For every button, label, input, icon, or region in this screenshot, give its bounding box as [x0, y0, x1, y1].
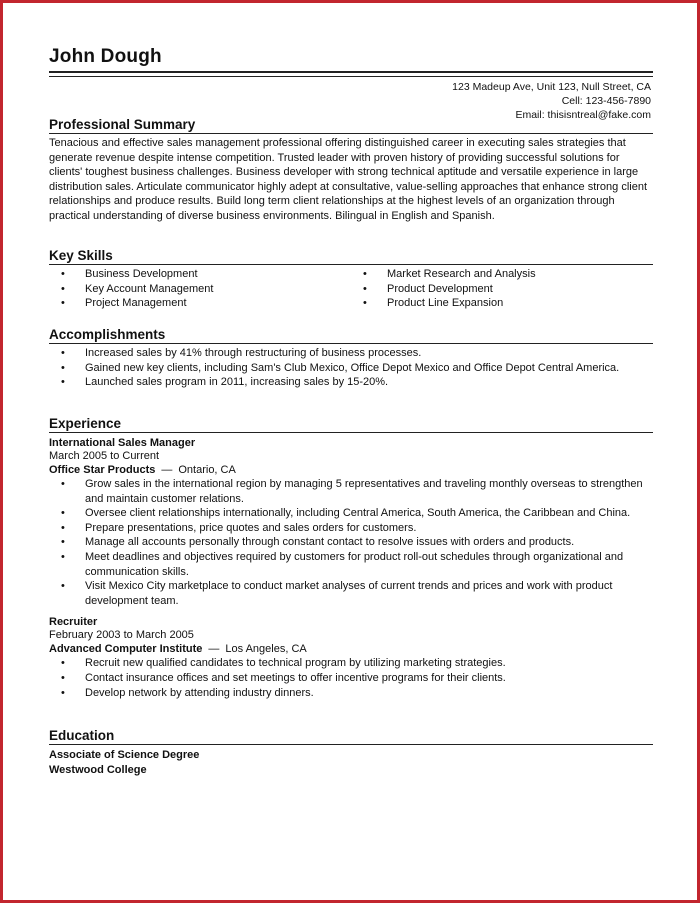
experience-section: [49, 416, 653, 700]
job-dates: February 2003 to March 2005: [49, 629, 194, 642]
accomplishment-item: • Gained new key clients, including Sam's Club Mexico, Office Depot Mexico and Office Depot Central America.: [49, 361, 653, 376]
job-bullet: • Manage all accounts personally through constant contact to resolve issues with orders and products.: [49, 535, 653, 550]
resume-name: John Dough: [49, 46, 162, 67]
education-school: Westwood College: [49, 764, 147, 776]
contact-address: 123 Madeup Ave, Unit 123, Null Street, CA: [452, 81, 651, 93]
summary-section: [49, 117, 653, 223]
job-entry: [49, 615, 653, 700]
job-dash: —: [208, 643, 220, 656]
job-bullet: • Visit Mexico City marketplace to conduct market analyses of current trends and prices and work with product development team.: [49, 579, 653, 608]
job-location: Los Angeles, CA: [225, 643, 307, 656]
job-bullets: [49, 656, 653, 700]
job-bullet: • Develop network by attending industry dinners.: [49, 686, 653, 701]
skills-left: [49, 267, 351, 311]
skill-item: • Product Line Expansion: [351, 296, 653, 311]
job-dates: March 2005 to Current: [49, 450, 160, 462]
accomplishment-item: • Launched sales program in 2011, increasing sales by 15-20%.: [49, 375, 653, 390]
job-location: Ontario, CA: [178, 464, 236, 476]
job-company: Advanced Computer Institute: [49, 643, 203, 656]
skills-right: [351, 267, 653, 311]
skill-item: • Key Account Management: [49, 282, 351, 297]
skill-item: • Market Research and Analysis: [351, 267, 653, 282]
job-bullet: • Contact insurance offices and set meetings to offer incentive programs for their clients.: [49, 671, 653, 686]
job-company-line: [49, 463, 653, 477]
education-section: [49, 728, 653, 778]
job-bullet: • Prepare presentations, price quotes and sales orders for customers.: [49, 521, 653, 536]
job-company-line: [49, 642, 653, 656]
skills-columns: [49, 267, 653, 311]
contact-cell: Cell: 123-456-7890: [561, 95, 651, 107]
accomplishments-title: Accomplishments: [49, 327, 653, 344]
accomplishments-section: [49, 327, 653, 390]
job-company: Office Star Products: [49, 464, 156, 476]
skills-title: Key Skills: [49, 248, 653, 265]
job-bullet: • Oversee client relationships internationally, including Central America, South America, the Caribbean and China.: [49, 506, 653, 521]
job-bullet: • Meet deadlines and objectives required by customers for product roll-out schedules through organizational and communication skills.: [49, 550, 653, 579]
contact-block: [452, 80, 651, 122]
contact-email: Email: thisisntreal@fake.com: [515, 109, 651, 121]
education-title: Education: [49, 728, 653, 745]
experience-title: Experience: [49, 416, 653, 433]
job-role: Recruiter: [49, 616, 98, 629]
summary-text: Tenacious and effective sales management professional offering distinguished career in executing sales strategies that generate revenue despite intense competition. Trusted leader with proven history of providing successful solutions for clients' toughest business challenges. Business developer with strong technical aptitude and versatile experience in large distribution sales. Articulate communicator highly adept at consultative, value-selling approaches that enhance strong client relationships and produce results. Build long term client relationships at the highest levels of an organization through practical understanding of diverse business environments. Bilingual in English and Spanish.: [49, 137, 648, 222]
skill-item: • Project Management: [49, 296, 351, 311]
header-rule-thick: [49, 71, 653, 73]
education-degree: Associate of Science Degree: [49, 749, 200, 761]
job-bullets: [49, 477, 653, 608]
skill-item: • Product Development: [351, 282, 653, 297]
accomplishments-list: [49, 346, 653, 390]
accomplishment-item: • Increased sales by 41% through restructuring of business processes.: [49, 346, 653, 361]
job-dash: —: [161, 464, 173, 476]
job-role: International Sales Manager: [49, 437, 196, 449]
summary-title: Professional Summary: [49, 117, 653, 134]
skills-section: [49, 248, 653, 311]
job-bullet: • Grow sales in the international region by managing 5 representatives and traveling monthly overseas to strengthen and maintain customer relations.: [49, 477, 653, 506]
skill-item: • Business Development: [49, 267, 351, 282]
job-bullet: • Recruit new qualified candidates to technical program by utilizing marketing strategies.: [49, 656, 653, 671]
job-entry: [49, 436, 653, 608]
header-rule-thin: [49, 76, 653, 77]
